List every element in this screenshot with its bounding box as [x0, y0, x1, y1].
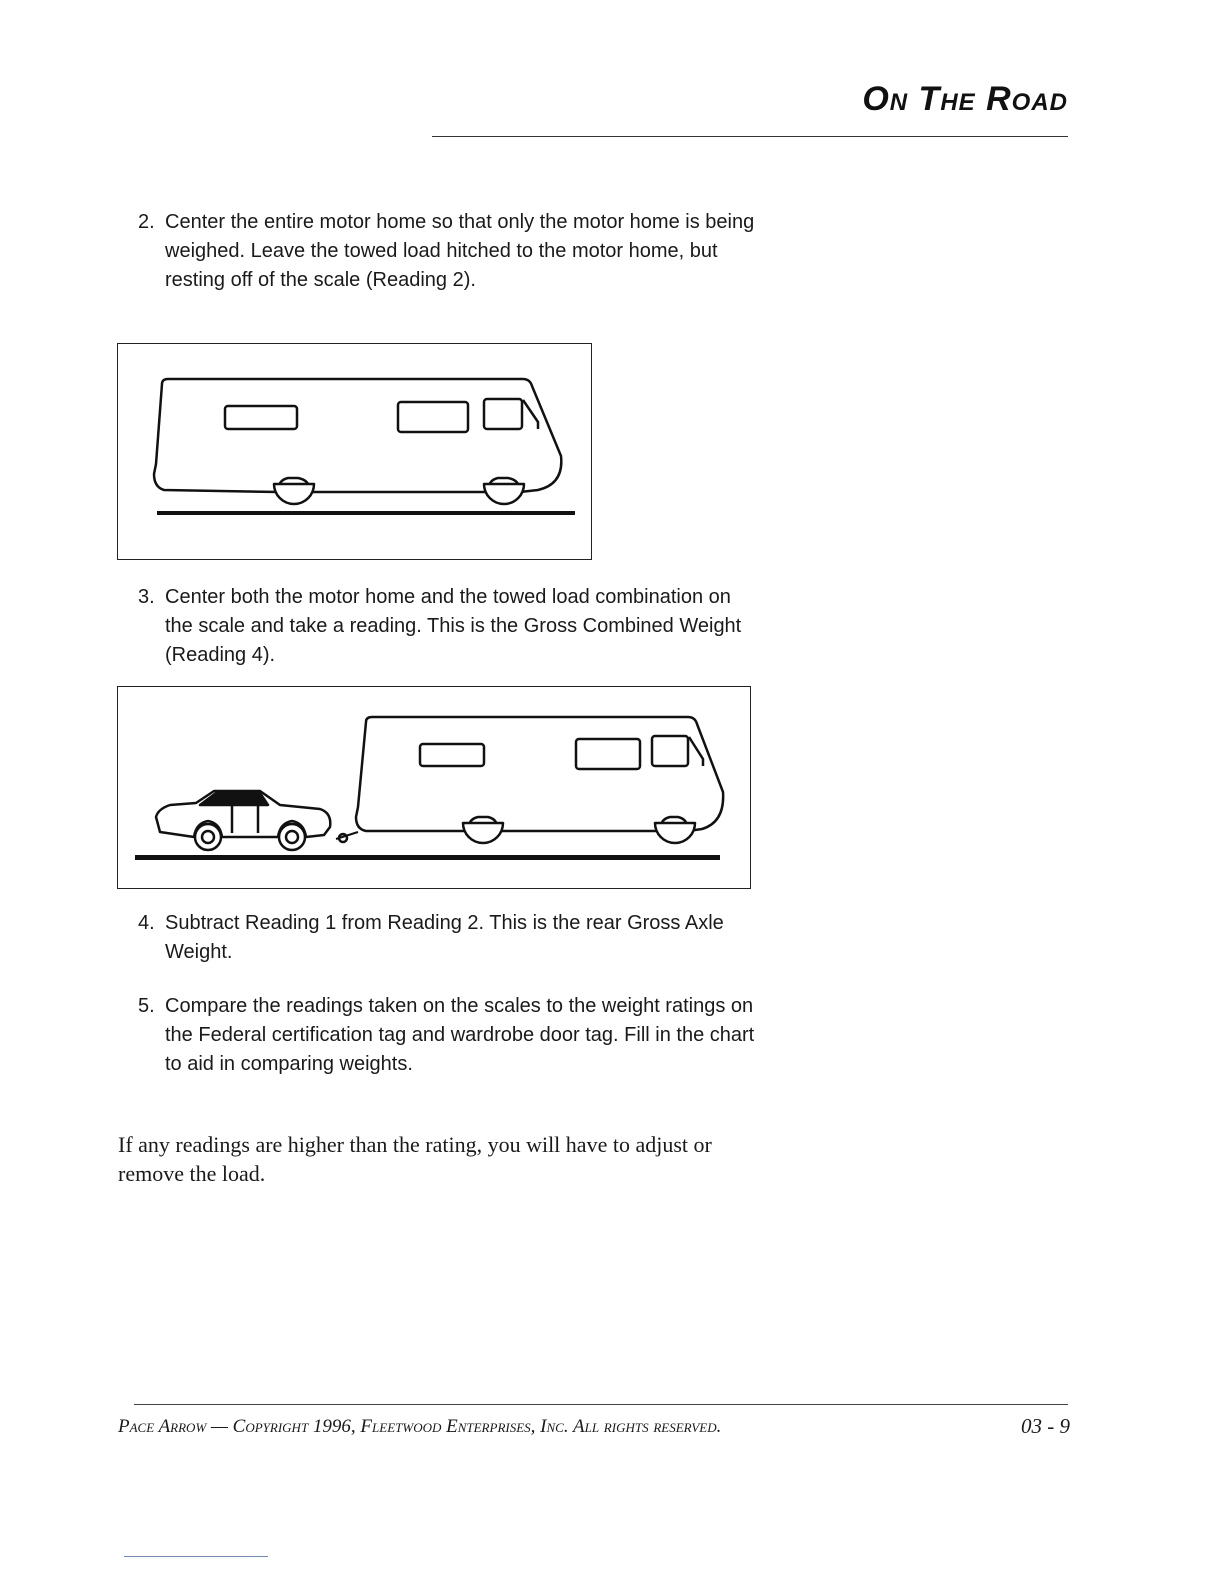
motorhome-illustration	[118, 344, 593, 561]
load-warning-note: If any readings are higher than the rating, you will have to adjust or remove the load.	[118, 1132, 712, 1186]
page-header-title: On The Road	[862, 80, 1068, 118]
step-text: Subtract Reading 1 from Reading 2. This is the rear Gross Axle Weight.	[165, 912, 724, 963]
step-text: Center both the motor home and the towed load combination on the scale and take a reading. This is the Gross Combined Weight (Reading 4).	[165, 586, 742, 666]
bottom-edge-mark	[124, 1556, 268, 1557]
figure-motorhome-with-towed-car	[117, 686, 751, 889]
step-number: 5.	[138, 995, 155, 1017]
figure-motorhome-only	[117, 343, 592, 560]
step-5	[138, 992, 758, 1079]
footer-divider	[134, 1404, 1068, 1405]
step-text: Compare the readings taken on the scales to the weight ratings on the Federal certification tag and wardrobe door tag. Fill in the chart to aid in comparing weights.	[165, 995, 755, 1075]
header-divider	[432, 136, 1068, 137]
motorhome-towing-car-illustration	[118, 687, 752, 890]
footer-copyright: Pace Arrow — Copyright 1996, Fleetwood Enterprises, Inc. All rights reserved.	[118, 1416, 722, 1437]
step-2	[138, 208, 758, 295]
step-number: 3.	[138, 586, 155, 608]
step-number: 2.	[138, 211, 155, 233]
step-4	[138, 909, 758, 967]
step-text: Center the entire motor home so that only the motor home is being weighed. Leave the towed load hitched to the motor home, but resting off of the scale (Reading 2).	[165, 211, 755, 291]
step-3	[138, 583, 758, 670]
step-number: 4.	[138, 912, 155, 934]
page-number: 03 - 9	[1021, 1414, 1070, 1438]
